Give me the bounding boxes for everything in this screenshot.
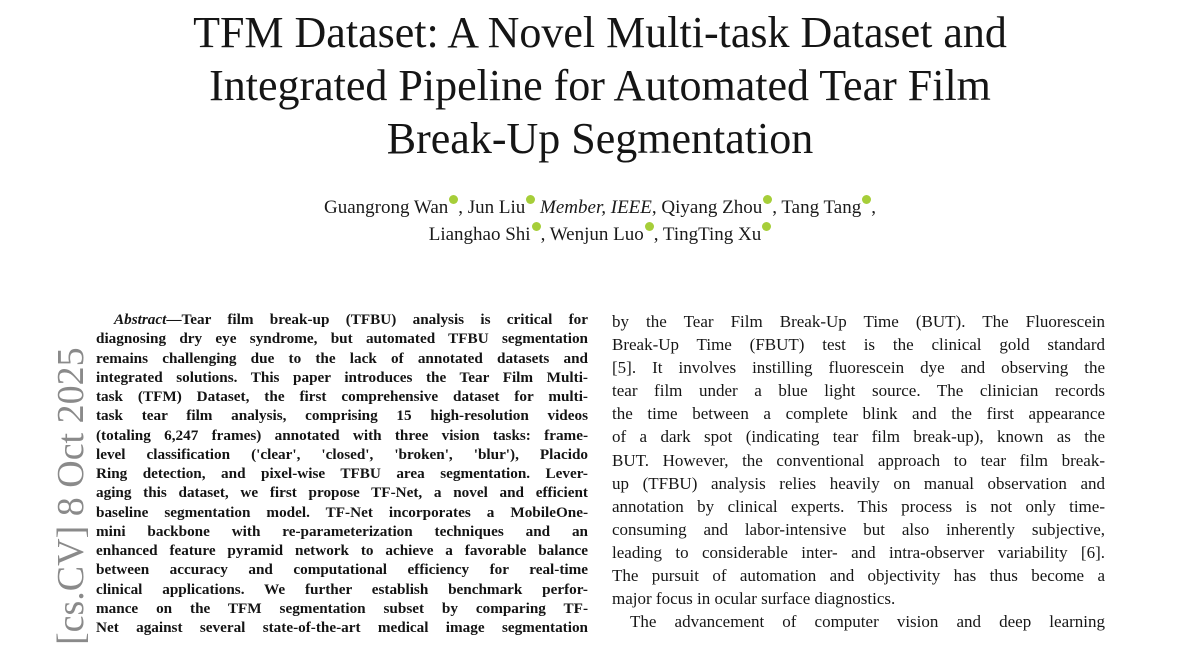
arxiv-stamp: [cs.CV] 8 Oct 2025	[50, 347, 92, 645]
author-name: , Qiyang Zhou	[651, 197, 763, 218]
title-line-2: Integrated Pipeline for Automated Tear Film	[209, 61, 991, 110]
abstract-line: aging this dataset, we first propose TF-Net, a novel and efficient	[96, 484, 588, 502]
abstract-line: (totaling 6,247 frames) annotated with three vision tasks: frame-	[96, 426, 588, 444]
author-name: Lianghao Shi	[428, 224, 531, 245]
author-name: , Jun Liu	[458, 197, 526, 218]
body-line: The pursuit of automation and objectivity has thus become a	[612, 566, 1105, 586]
abstract-line: Net against several state-of-the-art medical image segmentation	[96, 619, 588, 636]
abstract-line: remains challenging due to the lack of annotated datasets and	[96, 349, 588, 367]
orcid-icon[interactable]	[645, 222, 654, 231]
body-line: The advancement of computer vision and deep learning	[630, 612, 1105, 632]
abstract-line: task (TFM) Dataset, the first comprehensive dataset for multi-	[96, 388, 588, 405]
abstract-line: between accuracy and computational efficiency for real-time	[96, 561, 588, 579]
body-line: tear film under a blue light source. The clinician records	[612, 381, 1105, 401]
paper-title	[0, 6, 1200, 165]
body-line: of a dark spot (indicating tear film break-up), known as the	[612, 427, 1105, 447]
author-row-2	[0, 221, 1200, 248]
author-affiliation: Member, IEEE	[535, 197, 652, 218]
abstract-line: diagnosing dry eye syndrome, but automated TFBU segmentation	[96, 330, 588, 348]
abstract-line: mini backbone with re-parameterization techniques and an	[96, 522, 588, 540]
body-line: [5]. It involves instilling fluorescein dye and observing the	[612, 358, 1105, 378]
author-name: , Tang Tang	[772, 197, 862, 218]
author-name: Guangrong Wan	[324, 197, 449, 218]
body-line: annotation by clinical experts. This process is not only time-	[612, 496, 1105, 516]
abstract-line: integrated solutions. This paper introduces the Tear Film Multi-	[96, 368, 588, 386]
title-line-3: Break-Up Segmentation	[386, 114, 814, 163]
abstract-line: Ring detection, and pixel-wise TFBU area segmentation. Lever-	[96, 465, 588, 482]
orcid-icon[interactable]	[762, 222, 771, 231]
author-separator: ,	[871, 197, 876, 218]
body-line: major focus in ocular surface diagnostics.	[612, 589, 896, 609]
author-row-1	[0, 194, 1200, 221]
body-line: up (TFBU) analysis relies heavily on manual observation and	[612, 473, 1105, 493]
body-text-column	[612, 310, 1105, 633]
orcid-icon[interactable]	[763, 195, 772, 204]
orcid-icon[interactable]	[532, 222, 541, 231]
abstract-label: Abstract	[114, 311, 167, 328]
author-name: , Wenjun Luo	[540, 224, 644, 245]
body-line: BUT. However, the conventional approach to tear film break-	[612, 450, 1105, 470]
abstract-line: mance on the TFM segmentation subset by comparing TF-	[96, 599, 588, 617]
abstract	[96, 310, 588, 637]
abstract-line: enhanced feature pyramid network to achieve a favorable balance	[96, 542, 588, 559]
author-name: , TingTing Xu	[653, 224, 762, 245]
orcid-icon[interactable]	[526, 195, 535, 204]
body-line: the time between a complete blink and the first appearance	[612, 404, 1105, 424]
abstract-line: task tear film analysis, comprising 15 high-resolution videos	[96, 407, 588, 425]
orcid-icon[interactable]	[449, 195, 458, 204]
abstract-line: clinical applications. We further establish benchmark perfor-	[96, 580, 588, 598]
orcid-icon[interactable]	[862, 195, 871, 204]
abstract-line: Abstract—Tear film break-up (TFBU) analysis is critical for	[114, 311, 588, 328]
body-line: by the Tear Film Break-Up Time (BUT). The Fluorescein	[612, 312, 1105, 331]
abstract-line: baseline segmentation model. TF-Net incorporates a MobileOne-	[96, 503, 588, 521]
title-line-1: TFM Dataset: A Novel Multi-task Dataset and	[193, 8, 1007, 57]
body-line: Break-Up Time (FBUT) test is the clinical gold standard	[612, 335, 1105, 355]
body-line: leading to considerable inter- and intra-observer variability [6].	[612, 542, 1105, 562]
author-list	[0, 194, 1200, 248]
abstract-line: level classification ('clear', 'closed', 'broken', 'blur'), Placido	[96, 445, 588, 463]
body-line: consuming and labor-intensive but also inherently subjective,	[612, 519, 1105, 539]
